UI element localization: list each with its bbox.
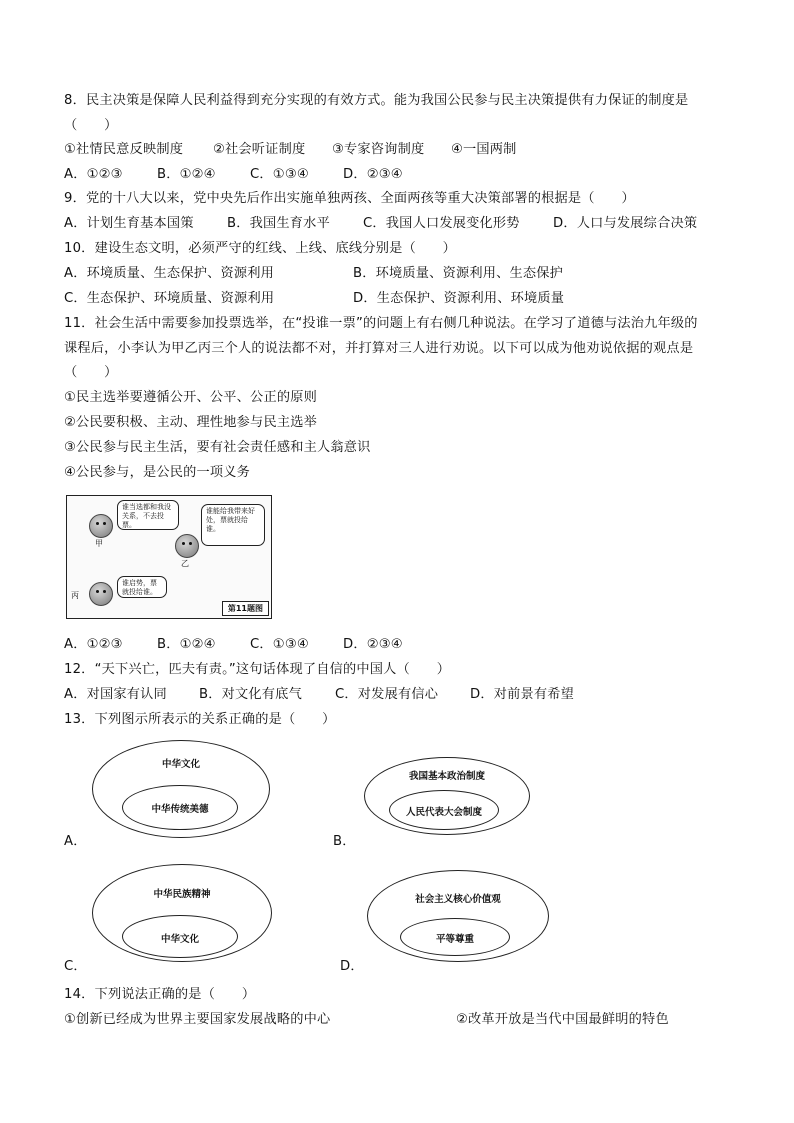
q11-option-b[interactable]: B．①②④ (157, 637, 216, 652)
diagram-c-outer-label: 中华民族精神 (153, 889, 211, 900)
person-yi-face-icon (175, 534, 199, 558)
q11-paren: （ ） (64, 365, 118, 380)
diagram-c-inner-label: 中华文化 (160, 934, 199, 945)
q9-option-d[interactable]: D．人口与发展综合决策 (553, 216, 698, 231)
diagram-a-outer-label: 中华文化 (161, 759, 200, 770)
q14-item-2: ②改革开放是当代中国最鲜明的特色 (456, 1012, 669, 1027)
q11-stem-line2: 课程后，小李认为甲乙丙三个人的说法都不对，并打算对三人进行劝说。以下可以成为他劝说依据的观点是 (64, 341, 694, 356)
diagram-a-inner-label: 中华传统美德 (151, 804, 209, 815)
label-bing: 丙 (71, 591, 79, 600)
person-jia-face-icon (89, 514, 113, 538)
q11-option-c[interactable]: C．①③④ (250, 637, 309, 652)
q10-option-a[interactable]: A．环境质量、生态保护、资源利用 (64, 266, 275, 281)
q14-item-1: ①创新已经成为世界主要国家发展战略的中心 (64, 1012, 331, 1027)
q8-option-b[interactable]: B．①②④ (157, 167, 216, 182)
q11-stem-line1: 11．社会生活中需要参加投票选举，在“投谁一票”的问题上有右侧几种说法。在学习了道德与法治九年级的 (64, 316, 698, 331)
q10-option-b[interactable]: B．环境质量、资源利用、生态保护 (353, 266, 564, 281)
q11-item-2: ②公民要积极、主动、理性地参与民主选举 (64, 415, 317, 430)
q8-item-1: ①社情民意反映制度 (64, 142, 184, 157)
bubble-jia: 谁当选都和我没关系，不去投票。 (117, 500, 179, 530)
diagram-a-letter[interactable]: A． (64, 834, 87, 849)
q8-option-a[interactable]: A．①②③ (64, 167, 123, 182)
diagram-b-letter[interactable]: B． (333, 834, 356, 849)
q9-option-b[interactable]: B．我国生育水平 (227, 216, 330, 231)
q8-paren: （ ） (64, 118, 118, 133)
q10-stem: 10．建设生态文明，必须严守的红线、上线、底线分别是（ ） (64, 241, 457, 256)
q11-item-4: ④公民参与，是公民的一项义务 (64, 465, 251, 480)
q9-option-c[interactable]: C．我国人口发展变化形势 (363, 216, 520, 231)
q12-option-b[interactable]: B．对文化有底气 (199, 687, 302, 702)
diagram-b-inner-label: 人民代表大会制度 (405, 807, 482, 818)
q11-item-3: ③公民参与民主生活，要有社会责任感和主人翁意识 (64, 440, 371, 455)
q8-item-3: ③专家咨询制度 (332, 142, 425, 157)
q8-option-c[interactable]: C．①③④ (250, 167, 309, 182)
bubble-bing: 谁启势，票就投给谁。 (117, 576, 167, 598)
label-yi: 乙 (181, 559, 189, 568)
diagram-d-inner-label: 平等尊重 (435, 934, 474, 945)
person-bing-face-icon (89, 582, 113, 606)
q8-option-d[interactable]: D．②③④ (343, 167, 403, 182)
q11-cartoon-figure (66, 495, 272, 619)
q10-option-d[interactable]: D．生态保护、资源利用、环境质量 (353, 291, 565, 306)
q8-stem: 8．民主决策是保障人民利益得到充分实现的有效方式。能为我国公民参与民主决策提供有力保证的制度是 (64, 93, 689, 108)
q11-option-a[interactable]: A．①②③ (64, 637, 123, 652)
q11-option-d[interactable]: D．②③④ (343, 637, 403, 652)
q12-option-c[interactable]: C．对发展有信心 (335, 687, 439, 702)
diagram-d-outer-label: 社会主义核心价值观 (415, 894, 501, 905)
q14-stem: 14．下列说法正确的是（ ） (64, 987, 256, 1002)
q8-item-4: ④一国两制 (451, 142, 517, 157)
label-jia: 甲 (95, 539, 103, 548)
q12-option-d[interactable]: D．对前景有希望 (470, 687, 575, 702)
diagram-b-outer-label: 我国基本政治制度 (408, 771, 485, 782)
q12-stem: 12．“天下兴亡，匹夫有责。”这句话体现了自信的中国人（ ） (64, 662, 451, 677)
q10-option-c[interactable]: C．生态保护、环境质量、资源利用 (64, 291, 275, 306)
q13-stem: 13．下列图示所表示的关系正确的是（ ） (64, 712, 336, 727)
figure-caption: 第11题图 (222, 601, 269, 616)
q11-item-1: ①民主选举要遵循公开、公平、公正的原则 (64, 390, 317, 405)
diagram-c-letter[interactable]: C． (64, 959, 87, 974)
q12-option-a[interactable]: A．对国家有认同 (64, 687, 167, 702)
bubble-yi: 谁能给我带来好处，票就投给谁。 (201, 504, 265, 546)
q8-item-2: ②社会听证制度 (213, 142, 306, 157)
q9-option-a[interactable]: A．计划生育基本国策 (64, 216, 194, 231)
q9-stem: 9．党的十八大以来，党中央先后作出实施单独两孩、全面两孩等重大决策部署的根据是（ ） (64, 191, 635, 206)
diagram-d-letter[interactable]: D． (340, 959, 364, 974)
